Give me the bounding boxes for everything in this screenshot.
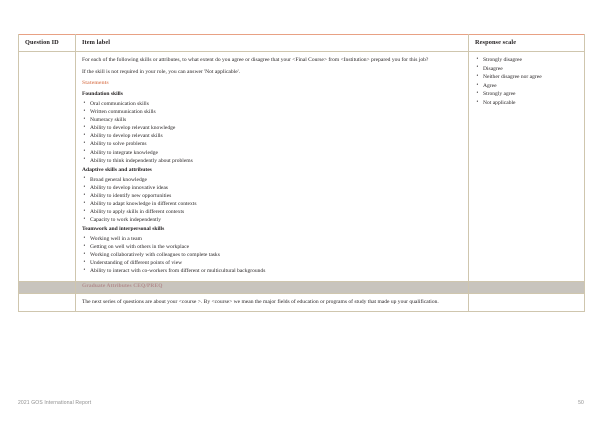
section-band-row — [19, 281, 585, 293]
list-item: • Ability to solve problems — [82, 140, 463, 148]
cell-response-scale — [469, 51, 585, 281]
list-item: • Working collaboratively with colleagues to complete tasks — [82, 251, 463, 259]
group-heading-foundation-skills: Foundation skills — [82, 91, 123, 98]
page-footer — [18, 400, 584, 412]
list-item: • Ability to apply skills in different contexts — [82, 208, 463, 216]
group-list-foundation-skills — [82, 100, 463, 165]
table-row — [19, 293, 585, 311]
list-item: • Ability to interact with co-workers from different or multicultural backgrounds — [82, 267, 463, 275]
cell-response-scale — [469, 293, 585, 311]
response-option: • Disagree — [475, 65, 579, 74]
group-list-teamwork-skills — [82, 235, 463, 275]
cell-question-id — [19, 51, 76, 281]
section-band-label-cell — [76, 281, 469, 293]
footer-page-number: 50 — [578, 400, 584, 406]
statements-label: Statements — [82, 80, 109, 87]
cell-item-label — [76, 51, 469, 281]
list-item: • Ability to think independently about problems — [82, 157, 463, 165]
list-item: • Capacity to work independently — [82, 216, 463, 224]
list-item: • Ability to integrate knowledge — [82, 149, 463, 157]
group-list-adaptive-skills — [82, 176, 463, 225]
intro-paragraph-2: If the skill is not required in your role, you can answer 'Not applicable'. — [82, 69, 241, 76]
intro-paragraph-1: For each of the following skills or attributes, to what extent do you agree or disagree that your <Final Course> from <Institution> prepared you for this job? — [82, 56, 429, 63]
response-option: • Strongly agree — [475, 90, 579, 99]
footer-report-title: 2021 GOS International Report — [18, 400, 92, 406]
list-item: • Understanding of different points of view — [82, 259, 463, 267]
list-item: • Getting on well with others in the workplace — [82, 243, 463, 251]
list-item: • Broad general knowledge — [82, 176, 463, 184]
final-row-text: The next series of questions are about your <course >. By <course> we mean the major fields of education or programs of study that made up your qualification. — [82, 298, 439, 305]
list-item: • Written communication skills — [82, 108, 463, 116]
column-header-item-label: Item label — [76, 35, 469, 52]
table-header-row — [19, 35, 585, 52]
list-item: • Oral communication skills — [82, 100, 463, 108]
section-band-spacer — [19, 281, 76, 293]
questionnaire-table — [18, 34, 585, 312]
list-item: • Ability to develop relevant knowledge — [82, 124, 463, 132]
list-item: • Ability to identify new opportunities — [82, 192, 463, 200]
list-item: • Ability to develop innovative ideas — [82, 184, 463, 192]
response-option: • Agree — [475, 82, 579, 91]
list-item: • Numeracy skills — [82, 116, 463, 124]
cell-question-id — [19, 293, 76, 311]
response-option: • Not applicable — [475, 99, 579, 108]
list-item: • Working well in a team — [82, 235, 463, 243]
table-body — [19, 51, 585, 311]
column-header-question-id: Question ID — [19, 35, 76, 52]
response-option: • Strongly disagree — [475, 56, 579, 65]
column-header-response-scale: Response scale — [469, 35, 585, 52]
response-scale-list — [475, 56, 579, 108]
section-band-scale-cell — [469, 281, 585, 293]
list-item: • Ability to adapt knowledge in different contexts — [82, 200, 463, 208]
table-header — [19, 35, 585, 52]
group-heading-teamwork-skills: Teamwork and interpersonal skills — [82, 226, 165, 233]
table-row — [19, 51, 585, 281]
response-option: • Neither disagree nor agree — [475, 73, 579, 82]
list-item: • Ability to develop relevant skills — [82, 132, 463, 140]
group-heading-adaptive-skills: Adaptive skills and attributes — [82, 166, 152, 173]
cell-item-label — [76, 293, 469, 311]
section-band-label: Graduate Attributes CEQ/PREQ — [82, 283, 163, 290]
